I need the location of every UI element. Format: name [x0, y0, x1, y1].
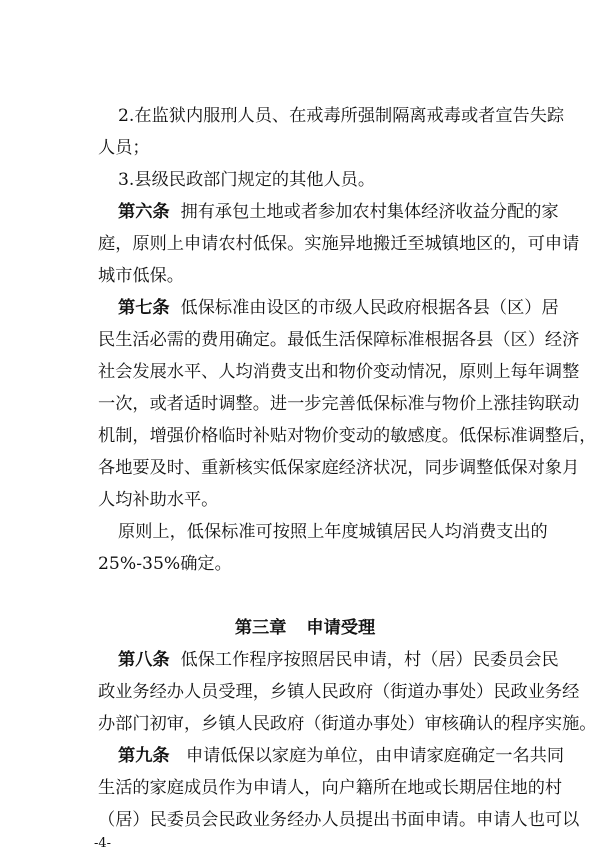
- text-line: 机制，增强价格临时补贴对物价变动的敏感度。低保标准调整后，: [98, 426, 597, 446]
- text-span: 拥有承包土地或者参加农村集体经济收益分配的家: [180, 202, 559, 222]
- text-line: 原则上，低保标准可按照上年度城镇居民人均消费支出的: [118, 522, 548, 542]
- text-span: 低保工作程序按照居民申请，村（居）民委员会民: [180, 650, 559, 670]
- text-line: 2.在监狱内服刑人员、在戒毒所强制隔离戒毒或者宣告失踪: [118, 106, 565, 126]
- text-line: 各地要及时、重新核实低保家庭经济状况，同步调整低保对象月: [98, 458, 580, 478]
- chapter-heading: [0, 618, 610, 638]
- text-line: 25%-35%确定。: [98, 554, 232, 574]
- page-number: -4-: [94, 836, 112, 851]
- text-line: 一次，或者适时调整。进一步完善低保标准与物价上涨挂钩联动: [98, 394, 580, 414]
- article-number: 第六条: [118, 202, 170, 222]
- paragraph-article-7-first-line: [118, 298, 559, 318]
- text-line: （居）民委员会民政业务经办人员提出书面申请。申请人也可以: [98, 810, 580, 830]
- text-line: 政业务经办人员受理，乡镇人民政府（街道办事处）民政业务经: [98, 682, 580, 702]
- article-number: 第九条: [118, 746, 170, 766]
- text-span: 申请低保以家庭为单位，由申请家庭确定一名共同: [185, 746, 565, 766]
- article-number: 第八条: [118, 650, 170, 670]
- text-line: 人均补助水平。: [98, 490, 219, 510]
- text-line: 城市低保。: [98, 266, 184, 286]
- chapter-number: 第三章: [234, 618, 287, 638]
- text-line: 人员；: [98, 138, 150, 158]
- text-line: 3.县级民政部门规定的其他人员。: [118, 170, 376, 190]
- paragraph-article-6-first-line: [118, 202, 559, 222]
- text-line: 办部门初审，乡镇人民政府（街道办事处）审核确认的程序实施。: [98, 714, 597, 734]
- paragraph-article-8-first-line: [118, 650, 559, 670]
- paragraph-article-9-first-line: [118, 746, 565, 766]
- text-line: 民生活必需的费用确定。最低生活保障标准根据各县（区）经济: [98, 330, 580, 350]
- text-line: 庭，原则上申请农村低保。实施异地搬迁至城镇地区的，可申请: [98, 234, 580, 254]
- text-span: 低保标准由设区的市级人民政府根据各县（区）居: [180, 298, 559, 318]
- text-line: 生活的家庭成员作为申请人，向户籍所在地或长期居住地的村: [98, 778, 563, 798]
- article-number: 第七条: [118, 298, 170, 318]
- text-line: 社会发展水平、人均消费支出和物价变动情况，原则上每年调整: [98, 362, 580, 382]
- chapter-title: 申请受理: [306, 618, 376, 638]
